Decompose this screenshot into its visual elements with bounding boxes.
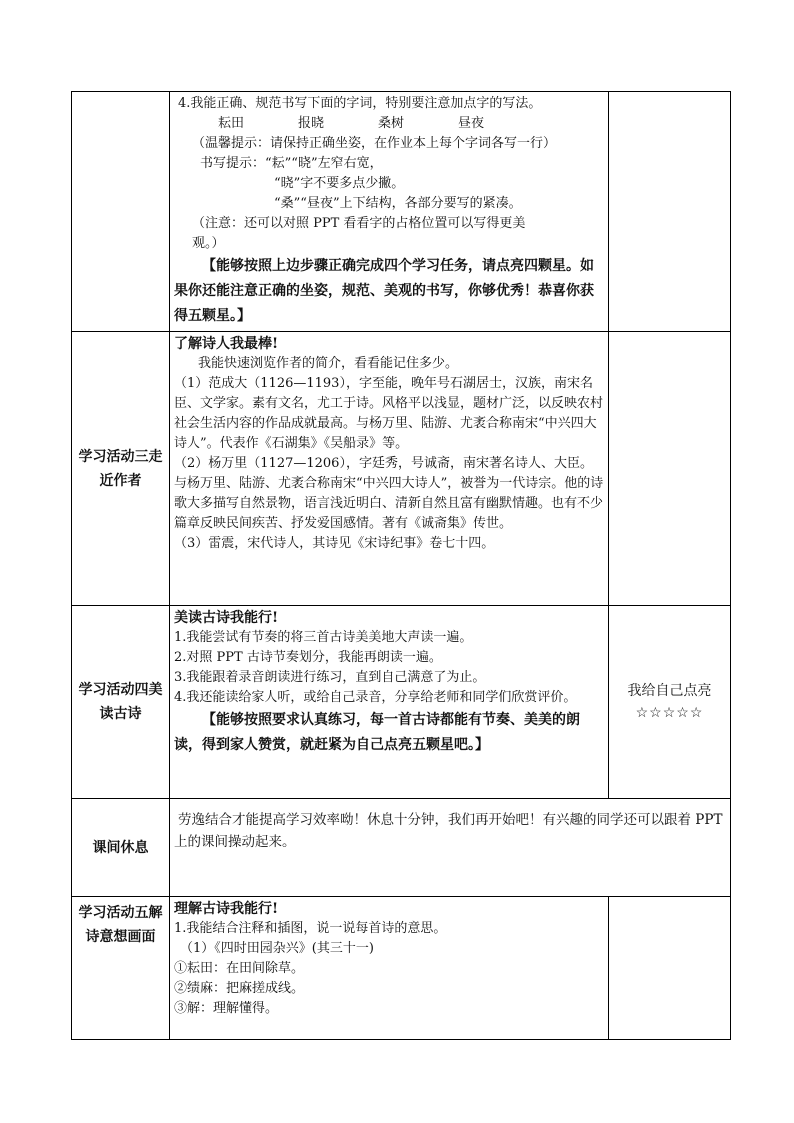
meaning-item: ①耘田：在田间除草。 xyxy=(174,961,305,976)
reading-item: 3.我能跟着录音朗读进行练习，直到自己满意了为止。 xyxy=(174,670,486,685)
author-item: （2）杨万里（1127—1206），字廷秀，号诚斋，南宋著名诗人、大臣。与杨万里、陆游、尤袤合称南宋“中兴四大诗人”，被誉为一代诗宗。他的诗歌大多描写自然景物，语言浅近明白、清新自然且富有幽默情趣。也有不少篇章反映民间疾苦、抒发爱国感情。著有《诚斋集》传世。 xyxy=(174,456,604,531)
self-rating xyxy=(609,606,731,799)
encourage-text: 【能够按照要求认真练习，每一首古诗都能有节奏、美美的朗读，得到家人赞赏，就赶紧为自己点亮五颗星吧。】 xyxy=(174,712,580,753)
writing-tip-3: “桑”“昼夜”上下结构，各部分要写的紧凑。 xyxy=(274,196,522,211)
row-writing xyxy=(72,92,731,332)
reading-item: 1.我能尝试有节奏的将三首古诗美美地大声读一遍。 xyxy=(174,630,473,645)
activity3-label: 学习活动三走近作者 xyxy=(72,332,170,606)
star-rating: ☆☆☆☆☆ xyxy=(635,705,704,721)
row-meaning xyxy=(72,897,731,1040)
word-item: 桑树 xyxy=(378,116,405,131)
break-label: 课间休息 xyxy=(72,799,170,897)
writing-tip-2: “晓”字不要多点少撇。 xyxy=(274,176,405,191)
encourage-text: 【能够按照上边步骤正确完成四个学习任务，请点亮四颗星。如果你还能注意正确的坐姿，规范、美观的书写，你够优秀！恭喜你获得五颗星。】 xyxy=(174,258,594,324)
author-item: （3）雷震，宋代诗人，其诗见《宋诗纪事》卷七十四。 xyxy=(174,536,495,551)
word-item: 报晓 xyxy=(298,116,325,131)
section-title: 美读古诗我能行! xyxy=(174,610,279,626)
row-break xyxy=(72,799,731,897)
writing-tip-1: 书写提示：“耘”“晓”左窄右宽， xyxy=(200,156,383,171)
word-item: 昼夜 xyxy=(458,116,485,131)
row-author-content xyxy=(170,332,609,606)
meaning-item: ③解：理解懂得。 xyxy=(174,1001,279,1016)
activity4-label: 学习活动四美读古诗 xyxy=(72,606,170,799)
section-title: 理解古诗我能行! xyxy=(174,901,279,917)
meaning-item: ②绩麻：把麻搓成线。 xyxy=(174,981,305,996)
author-intro: 我能快速浏览作者的简介，看看能记住多少。 xyxy=(198,356,459,371)
row-writing-label xyxy=(72,92,170,332)
row-meaning-side xyxy=(609,897,731,1040)
meaning-item: 1.我能结合注释和插图，说一说每首诗的意思。 xyxy=(174,921,447,936)
activity5-label: 学习活动五解诗意想画面 xyxy=(72,897,170,1040)
section-title: 了解诗人我最棒! xyxy=(174,336,279,352)
row-meaning-content xyxy=(170,897,609,1040)
self-rating-label: 我给自己点亮 xyxy=(627,683,712,699)
note-line-1: （注意：还可以对照 PPT 看看字的占格位置可以写得更美 xyxy=(192,216,526,231)
row-reading-content xyxy=(170,606,609,799)
row-writing-content xyxy=(170,92,609,332)
reading-item: 4.我还能读给家人听，或给自己录音，分享给老师和同学们欣赏评价。 xyxy=(174,690,577,705)
word-item: 耘田 xyxy=(218,116,245,131)
author-item: （1）范成大（1126—1193），字至能，晚年号石湖居士，汉族，南宋名臣、文学家。素有文名，尤工于诗。风格平以浅显，题材广泛，以反映农村社会生活内容的作品成就最高。与杨万里、陆游、尤袤合称南宋“中兴四大诗人”。代表作《石湖集》《吴船录》等。 xyxy=(174,376,604,451)
row-author xyxy=(72,332,731,606)
row-reading xyxy=(72,606,731,799)
word-list xyxy=(174,114,604,134)
lesson-table xyxy=(71,91,731,1040)
row-author-side xyxy=(609,332,731,606)
break-text: 劳逸结合才能提高学习效率呦！休息十分钟，我们再开始吧！有兴趣的同学还可以跟着 PPT 上的课间操动起来。 xyxy=(170,799,731,897)
row-writing-side xyxy=(609,92,731,332)
reading-item: 2.对照 PPT 古诗节奏划分，我能再朗读一遍。 xyxy=(174,650,442,665)
posture-tip: （温馨提示：请保持正确坐姿，在作业本上每个字词各写一行） xyxy=(192,136,557,151)
poem-title: （1）《四时田园杂兴》(其三十一) xyxy=(180,941,374,956)
writing-instruction: 4.我能正确、规范书写下面的字词，特别要注意加点字的写法。 xyxy=(178,96,542,111)
note-line-2: 观。） xyxy=(192,236,225,251)
